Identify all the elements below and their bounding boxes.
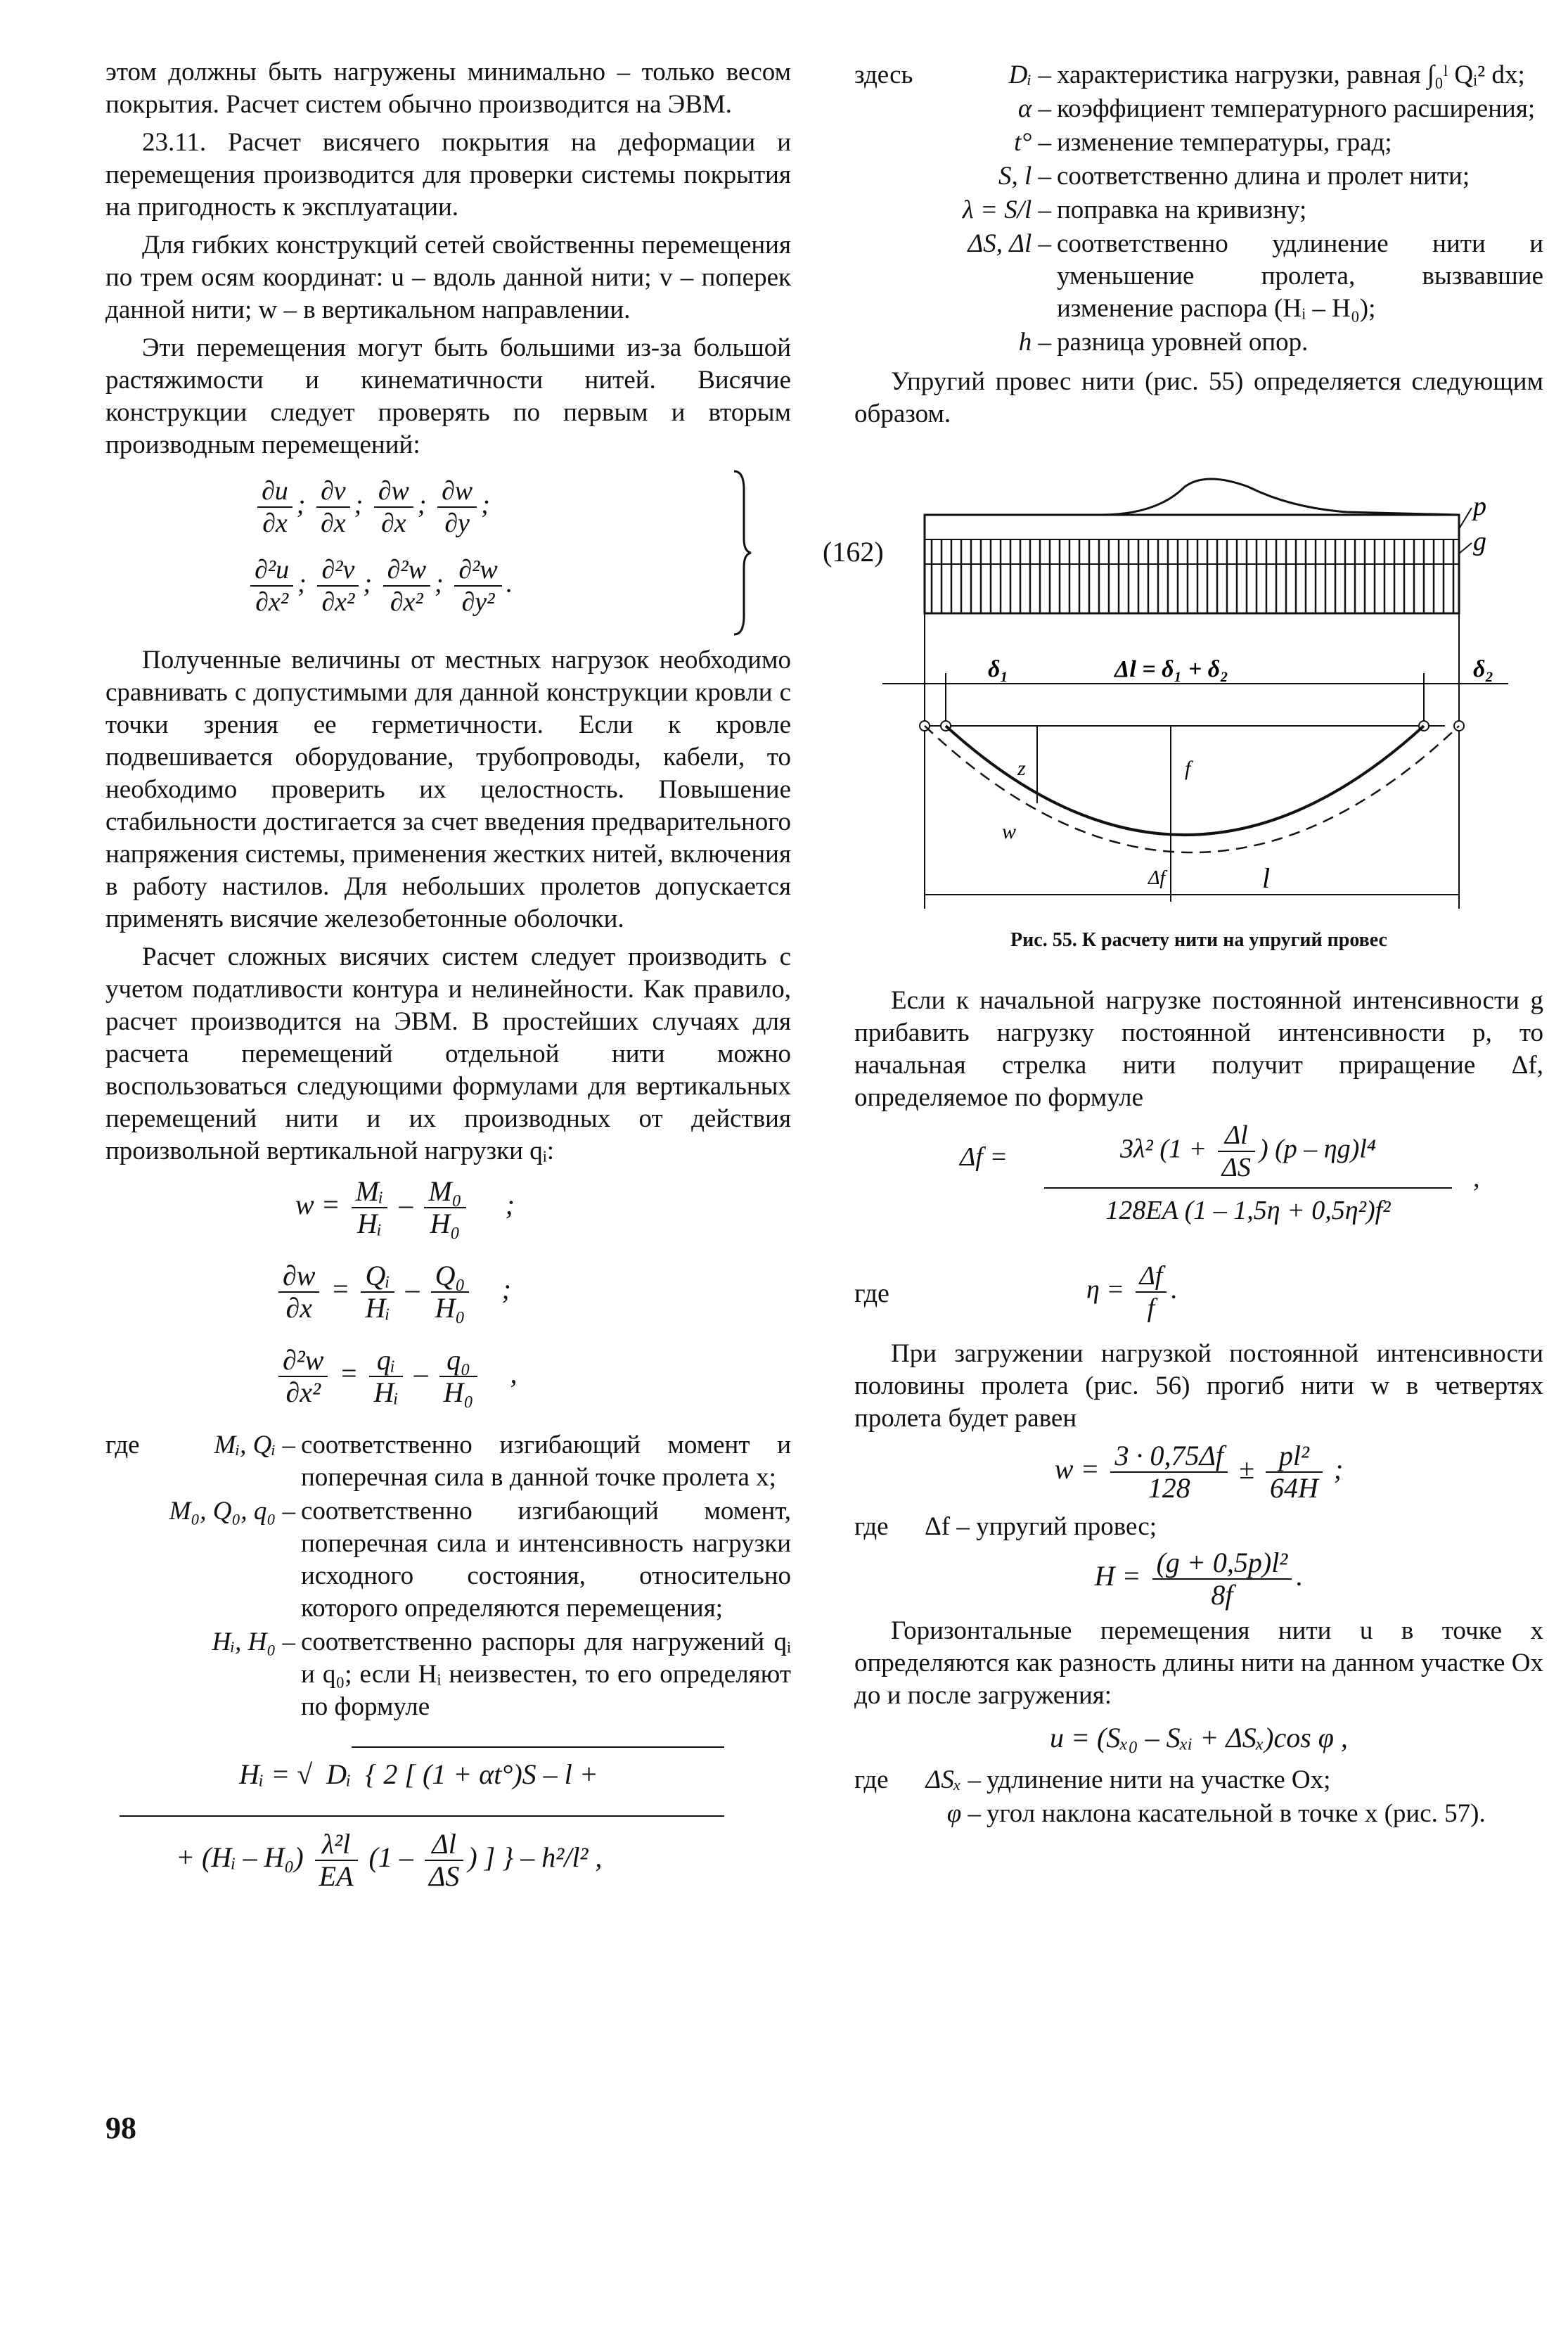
definition-item: φ – угол наклона касательной в точке x (рис. 57).	[946, 1799, 1486, 1828]
definition-item: t° – изменение температуры, град;	[1014, 128, 1392, 157]
definition-list	[854, 1764, 1543, 1830]
paragraph: Упругий провес нити (рис. 55) определяется следующим образом.	[854, 367, 1543, 428]
formula-eta: где η = $\frac{\Delta f}{f}$ .	[854, 1261, 1178, 1323]
paragraph: Полученные величины от местных нагрузок необходимо сравнивать с допустимыми для данной конструкции кровли с точки зрения ее герметичности. Если к кровле подвешивается оборудование, трубопроводы, кабели, то необходимо проверить их целостность. Повышение стабильности достигается за счет введения предварительного напряжения системы, применения жестких нитей, включения в работу настилов. Для небольших пролетов допускается применять висячие железобетонные оболочки.	[105, 646, 791, 933]
page-number: 98	[105, 2111, 136, 2145]
formula-h: H = $\frac{\text{(g + 0,5p)l²}}{8f}$ .	[1094, 1547, 1304, 1611]
label-w: w	[1002, 820, 1017, 843]
definition-item: α – коэффициент температурного расширения;	[1017, 94, 1536, 123]
formula-u: u = (Sₓ₀ – Sₓᵢ + ΔSₓ)cos φ ,	[1050, 1722, 1348, 1753]
definition-list	[854, 59, 1543, 359]
definition-item: где Mᵢ, Qᵢ – соответственно изгибающий момент и поперечная сила в данной точке пролета x;	[105, 1431, 791, 1492]
label-g: g	[1473, 527, 1486, 556]
figure-55	[854, 473, 1543, 957]
formula-w-quarter: w = $\frac{3 \cdot 0,75\Delta f}{128}$ ± $\frac{\text{pl²}}{64H}$ ;	[1054, 1440, 1344, 1504]
formula-df: Δf = 3λ² (1 + $\frac{\Delta l}{\Delta S}$ ) (p – ηg)l⁴ 128EA (1 – 1,5η + 0,5η²)f² ,	[960, 1120, 1480, 1225]
formula-w: w = $\frac{\text{Mᵢ}}{\text{Hᵢ}}$ – $\frac{\text{M₀}}{\text{H₀}}$ ; $\frac{\partial w}{\partial x}$ = $\frac{\text{Qᵢ}}{\text{Hᵢ}}$ – $\frac{\text{Q₀}}{\text{H₀}}$ ; $\frac{\text{∂²w}}{\text{∂x²}}$ = $\frac{\text{qᵢ}}{\text{Hᵢ}}$ – $\frac{\text{q₀}}{\text{H₀}}$ ,	[105, 1173, 791, 1426]
definition-item: здесь Dᵢ – характеристика нагрузки, равная ∫₀ˡ Qᵢ² dx;	[854, 60, 1525, 89]
paragraph: При загружении нагрузкой постоянной интенсивности половины пролета (рис. 56) прогиб нити w в четвертях пролета будет равен	[854, 1339, 1543, 1433]
paragraph: Если к начальной нагрузке постоянной интенсивности g прибавить нагрузку постоянной интенсивности p, то начальная стрелка нити получит приращение Δf, определяемое по формуле	[854, 986, 1543, 1112]
definition-item: где Δf – упругий провес;	[854, 1512, 1157, 1541]
definition-item: где ΔSₓ – удлинение нити на участке Ox;	[854, 1765, 1331, 1794]
label-df: Δf	[1148, 867, 1166, 889]
definition-item: M₀, Q₀, q₀ – соответственно изгибающий момент, поперечная сила и интенсивность нагрузки исходного состояния, относительно которого определяются перемещения;	[169, 1497, 791, 1623]
definition-item: λ = S/l – поправка на кривизну;	[962, 196, 1307, 224]
label-dl: Δl = δ₁ + δ₂	[1114, 656, 1229, 682]
equation-162: $\frac{\partial u}{\partial x}$ ; $\frac{\partial v}{\partial x}$ ; $\frac{\partial w}{\partial x}$ ; $\frac{\partial w}{\partial y}$ ; $\frac{\text{∂²u}}{\text{∂x²}}$ ; $\frac{\text{∂²v}}{\text{∂x²}}$ ; $\frac{\text{∂²w}}{\text{∂x²}}$ ; $\frac{\text{∂²w}}{\text{∂y²}}$ . (162)	[105, 468, 791, 637]
definition-item: h – разница уровней опор.	[1018, 328, 1309, 357]
definition-list	[105, 1429, 791, 1723]
paragraph: Горизонтальные перемещения нити u в точке x определяются как разность длины нити на данном участке Ox до и после загружения:	[854, 1616, 1543, 1710]
definition-item: S, l – соответственно длина и пролет нити;	[998, 162, 1470, 191]
label-z: z	[1017, 757, 1026, 780]
label-l: l	[1262, 862, 1271, 894]
label-d1: δ₁	[988, 656, 1009, 682]
formula-hi: Hᵢ = √ Dᵢ { 2 [ (1 + αt°)S – l + + (Hᵢ – H₀) $\frac{\text{λ²l}}{EA}$ (1 – $\frac{\Delta l}{\Delta S}$ ) ] } – h²/l² ,	[105, 1737, 791, 1920]
label-p: p	[1473, 492, 1486, 521]
paragraph: 23.11. Расчет висячего покрытия на деформации и перемещения производится для проверки системы покрытия на пригодность к эксплуатации.	[105, 128, 791, 222]
brace-icon	[731, 468, 752, 637]
paragraph: Эти перемещения могут быть большими из-за большой растяжимости и кинематичности нитей. Висячие конструкции следует проверять по первым и вторым производным перемещений:	[105, 333, 791, 459]
label-f: f	[1185, 757, 1191, 780]
equation-number: (162)	[823, 536, 884, 568]
figure-caption: Рис. 55. К расчету нити на упругий провес	[1010, 929, 1387, 951]
definition-item: Hᵢ, H₀ – соответственно распоры для нагружений qᵢ и q₀; если Hᵢ неизвестен, то его определяют по формуле	[212, 1628, 791, 1721]
left-column	[105, 56, 884, 1920]
paragraph: Расчет сложных висячих систем следует производить с учетом податливости контура и нелинейности. Как правило, расчет производится на ЭВМ. В простейших случаях для расчета перемещений отдельной нити можно воспользоваться следующими формулами для вертикальных перемещений нити и их производных от действия произвольной вертикальной нагрузки qᵢ:	[105, 942, 791, 1165]
label-d2: δ₂	[1473, 656, 1494, 682]
definition-item: ΔS, Δl – соответственно удлинение нити и уменьшение пролета, вызвавшие изменение распора (Hᵢ – H₀);	[968, 229, 1543, 323]
cable-diagram	[854, 473, 1543, 909]
paragraph: Для гибких конструкций сетей свойственны перемещения по трем осям координат: u – вдоль данной нити; v – поперек данной нити; w – в вертикальном направлении.	[105, 231, 791, 324]
paragraph: этом должны быть нагружены минимально – только весом покрытия. Расчет систем обычно производится на ЭВМ.	[105, 58, 791, 119]
right-column	[854, 56, 1543, 1837]
